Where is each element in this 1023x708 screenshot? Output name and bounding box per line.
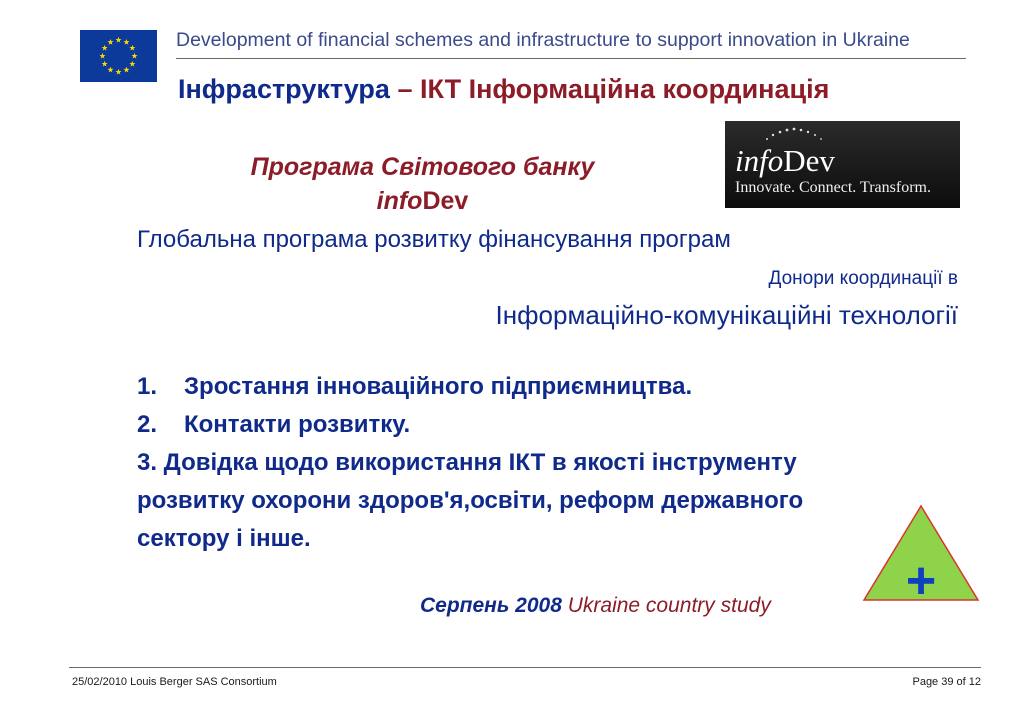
program-dev: Dev: [422, 187, 469, 215]
eu-star-icon: [102, 45, 108, 51]
global-program-text: Глобальна програма розвитку фінансування програм: [137, 226, 731, 253]
logo-tagline: Innovate. Connect. Transform.: [735, 179, 931, 196]
slide-title-accent: – ІКТ Інформаційна координація: [397, 74, 830, 104]
logo-brand: [735, 143, 835, 179]
source-note: [420, 594, 771, 618]
infodev-logo: [725, 121, 960, 208]
list-item-text: Контакти розвитку.: [184, 411, 411, 438]
header-title: Development of financial schemes and infrastructure to support innovation in Ukraine: [176, 29, 910, 51]
eu-flag-icon: [80, 30, 157, 82]
header-divider: [176, 58, 966, 59]
eu-star-icon: [129, 45, 135, 51]
source-study: Ukraine country study: [567, 594, 771, 617]
eu-star-icon: [131, 53, 137, 59]
eu-star-icon: [123, 39, 129, 45]
logo-info: info: [735, 143, 784, 178]
eu-star-icon: [107, 67, 113, 73]
eu-star-icon: [123, 67, 129, 73]
list-item: [137, 406, 897, 444]
eu-star-icon: [115, 37, 121, 43]
ict-text: Інформаційно-комунікаційні технології: [495, 300, 958, 330]
list-item-text: Зростання інноваційного підприємництва.: [184, 373, 693, 400]
logo-dev: Dev: [783, 143, 835, 178]
source-date: Серпень 2008: [420, 594, 562, 617]
list-item: [137, 368, 897, 406]
footer-left: 25/02/2010 Louis Berger SAS Consortium: [72, 676, 277, 688]
donors-text: Донори координації в: [768, 268, 958, 289]
list-item-3: 3. Довідка щодо використання ІКТ в якості інструменту розвитку охорони здоров'я,освіти, реформ державного сектору і інше.: [137, 449, 804, 552]
slide-title: [178, 74, 829, 105]
eu-star-icon: [99, 53, 105, 59]
eu-stars-icon: [80, 30, 157, 82]
page-number: Page 39 of 12: [912, 676, 981, 688]
program-line2: [190, 184, 655, 218]
eu-star-icon: [107, 39, 113, 45]
program-info: info: [376, 187, 423, 215]
eu-star-icon: [115, 69, 121, 75]
program-line1: Програма Світового банку: [250, 153, 595, 181]
plus-triangle-icon: [862, 504, 980, 602]
slide-title-main: Інфраструктура: [178, 74, 390, 104]
eu-star-icon: [102, 61, 108, 67]
program-heading: [190, 150, 655, 218]
plus-symbol: +: [905, 552, 937, 602]
eu-star-icon: [129, 61, 135, 67]
footer-divider: [69, 667, 981, 668]
list-item-number: 1.: [137, 373, 158, 400]
list-item-number: 2.: [137, 411, 158, 438]
numbered-list: [137, 368, 897, 558]
